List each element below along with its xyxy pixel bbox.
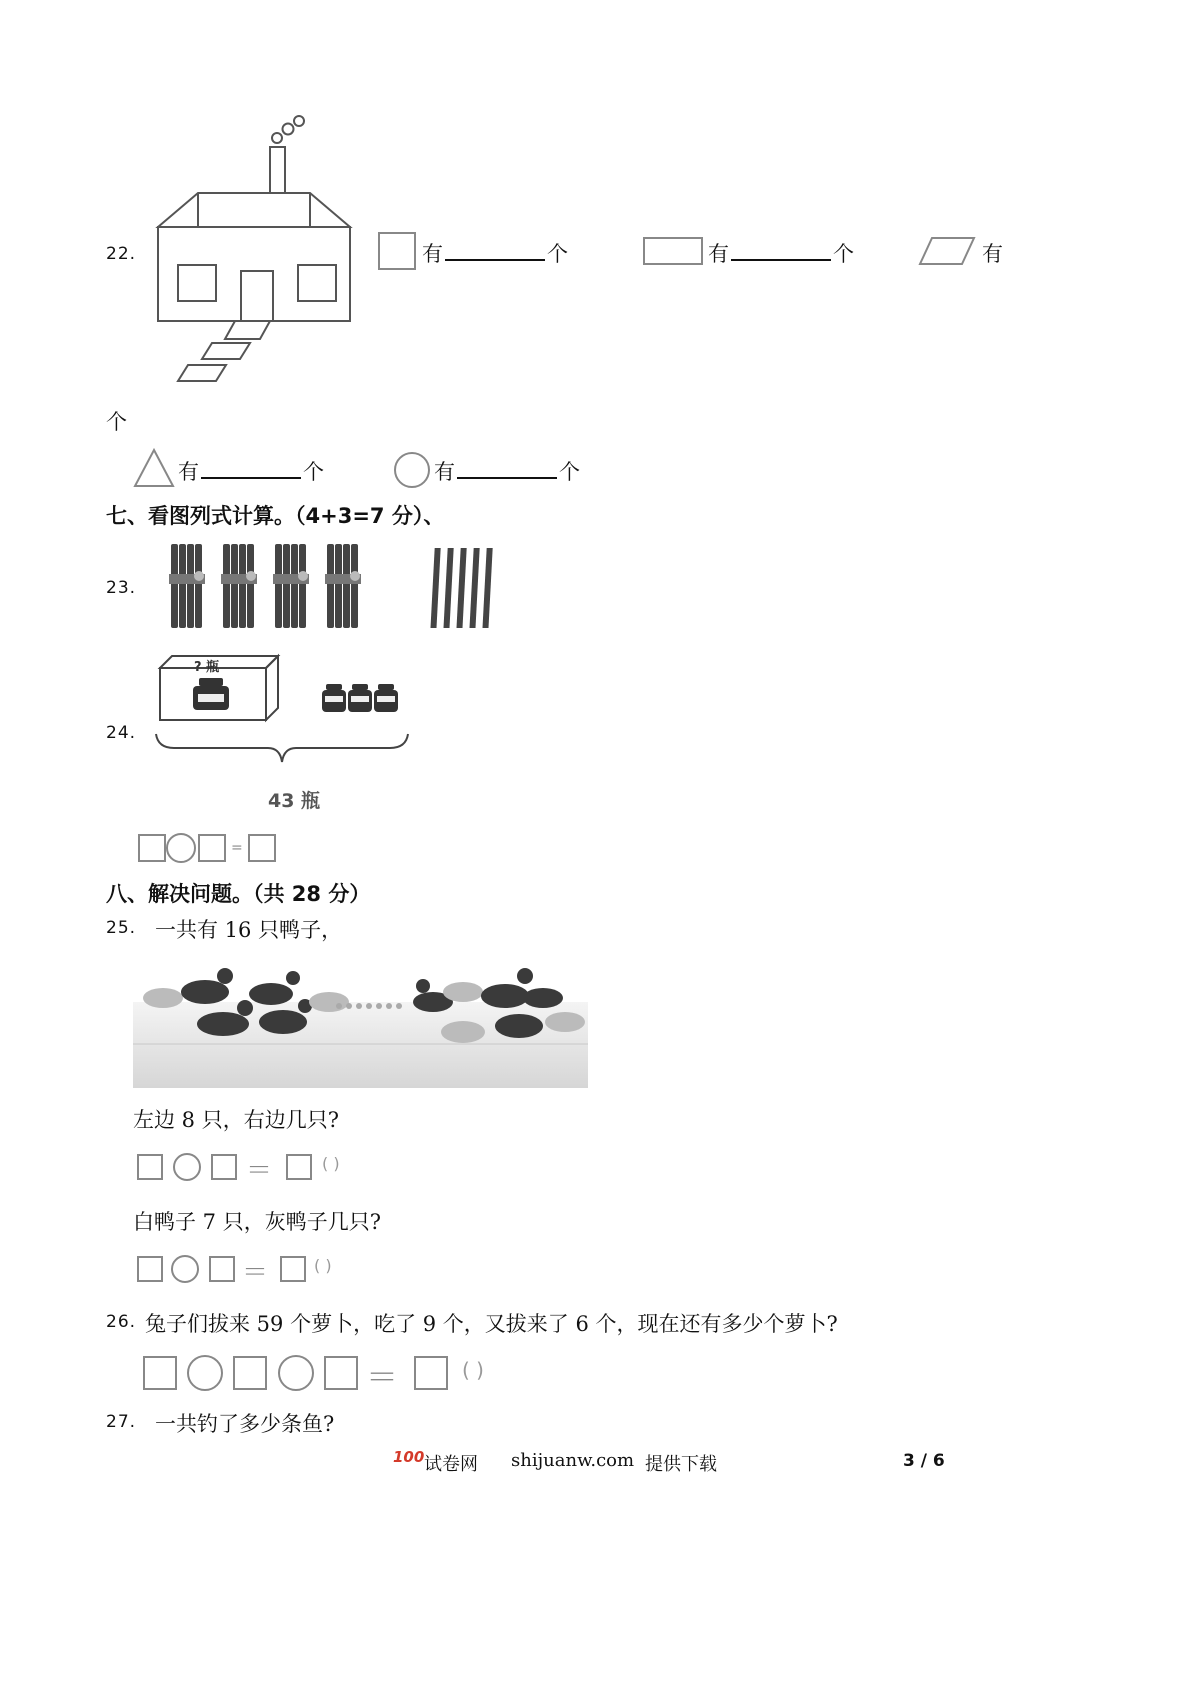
question-25-number: 25. xyxy=(106,918,137,938)
question-25-stem: 一共有 16 只鸭子， xyxy=(155,918,343,942)
house-illustration xyxy=(150,115,360,390)
bottle-box-illustration xyxy=(150,648,420,776)
q24-answer-box-3[interactable] xyxy=(248,834,276,862)
q26-operator-circle-2[interactable] xyxy=(278,1355,314,1391)
q24-operator-circle[interactable] xyxy=(166,833,196,863)
stick-bundles-illustration xyxy=(165,540,505,632)
q25a-unit-paren[interactable]: ( ) xyxy=(322,1154,340,1173)
rectangle-shape-icon xyxy=(643,237,703,265)
question-26-number: 26. xyxy=(106,1312,137,1332)
total-bottles-label: 43 瓶 xyxy=(268,790,321,812)
q26-answer-box-2[interactable] xyxy=(233,1356,267,1390)
parallelogram-shape-icon xyxy=(918,236,976,266)
question-23-number: 23. xyxy=(106,578,137,598)
circle-count-blank[interactable] xyxy=(457,457,557,479)
square-count-blank[interactable] xyxy=(445,239,545,261)
question-25-sub1: 左边 8 只，右边几只? xyxy=(133,1108,339,1132)
triangle-shape-icon xyxy=(133,448,175,488)
q25b-equals-sign: ＝ xyxy=(242,1258,269,1288)
q25b-unit-paren[interactable]: ( ) xyxy=(314,1256,332,1275)
circle-shape-icon xyxy=(394,452,430,488)
q25b-answer-box-3[interactable] xyxy=(280,1256,306,1282)
rectangle-count-blank[interactable] xyxy=(731,239,831,261)
footer-logo-number: 100 xyxy=(393,1448,425,1466)
circle-count-label: 有 个 xyxy=(434,456,580,486)
question-25-sub2: 白鸭子 7 只，灰鸭子几只? xyxy=(133,1210,381,1234)
section-8-title: 八、解决问题。（共 28 分） xyxy=(106,882,371,906)
section-7-title: 七、看图列式计算。（4+3=7 分）、 xyxy=(106,504,445,528)
footer-logo-text: 试卷网 xyxy=(424,1454,478,1475)
q25a-answer-box-1[interactable] xyxy=(137,1154,163,1180)
question-27-number: 27. xyxy=(106,1412,137,1432)
q25a-answer-box-3[interactable] xyxy=(286,1154,312,1180)
footer-page-number: 3 / 6 xyxy=(903,1451,945,1471)
triangle-count-label: 有 个 xyxy=(178,456,324,486)
ducks-illustration xyxy=(133,962,588,1088)
q25a-operator-circle[interactable] xyxy=(173,1153,201,1181)
rectangle-count-label: 有 个 xyxy=(708,238,854,268)
footer-site-url[interactable]: shijuanw.com xyxy=(511,1450,635,1471)
q25b-operator-circle[interactable] xyxy=(171,1255,199,1283)
q25b-answer-box-2[interactable] xyxy=(209,1256,235,1282)
parallelogram-count-label: 有 xyxy=(982,242,1003,266)
q26-operator-circle-1[interactable] xyxy=(187,1355,223,1391)
q26-answer-box-3[interactable] xyxy=(324,1356,358,1390)
q25a-equals-sign: ＝ xyxy=(246,1156,273,1186)
footer-provide-text: 提供下载 xyxy=(645,1454,717,1475)
q26-unit-paren[interactable]: ( ) xyxy=(462,1358,484,1382)
square-count-label: 有 个 xyxy=(422,238,568,268)
square-shape-icon xyxy=(378,232,416,270)
q26-answer-box-4[interactable] xyxy=(414,1356,448,1390)
box-bottle-label: ? 瓶 xyxy=(194,660,220,675)
q24-answer-box-2[interactable] xyxy=(198,834,226,862)
question-26-stem: 兔子们拔来 59 个萝卜，吃了 9 个，又拔来了 6 个，现在还有多少个萝卜? xyxy=(145,1312,838,1336)
q24-answer-box-1[interactable] xyxy=(138,834,166,862)
q26-equals-sign: ＝ xyxy=(366,1358,399,1396)
question-24-number: 24. xyxy=(106,723,137,743)
triangle-count-blank[interactable] xyxy=(201,457,301,479)
question-22-number: 22. xyxy=(106,244,137,264)
question-27-stem: 一共钓了多少条鱼? xyxy=(155,1412,335,1436)
q25b-answer-box-1[interactable] xyxy=(137,1256,163,1282)
q25a-answer-box-2[interactable] xyxy=(211,1154,237,1180)
q24-equals-sign: = xyxy=(231,840,243,856)
q26-answer-box-1[interactable] xyxy=(143,1356,177,1390)
parallelogram-count-suffix: 个 xyxy=(106,410,127,434)
